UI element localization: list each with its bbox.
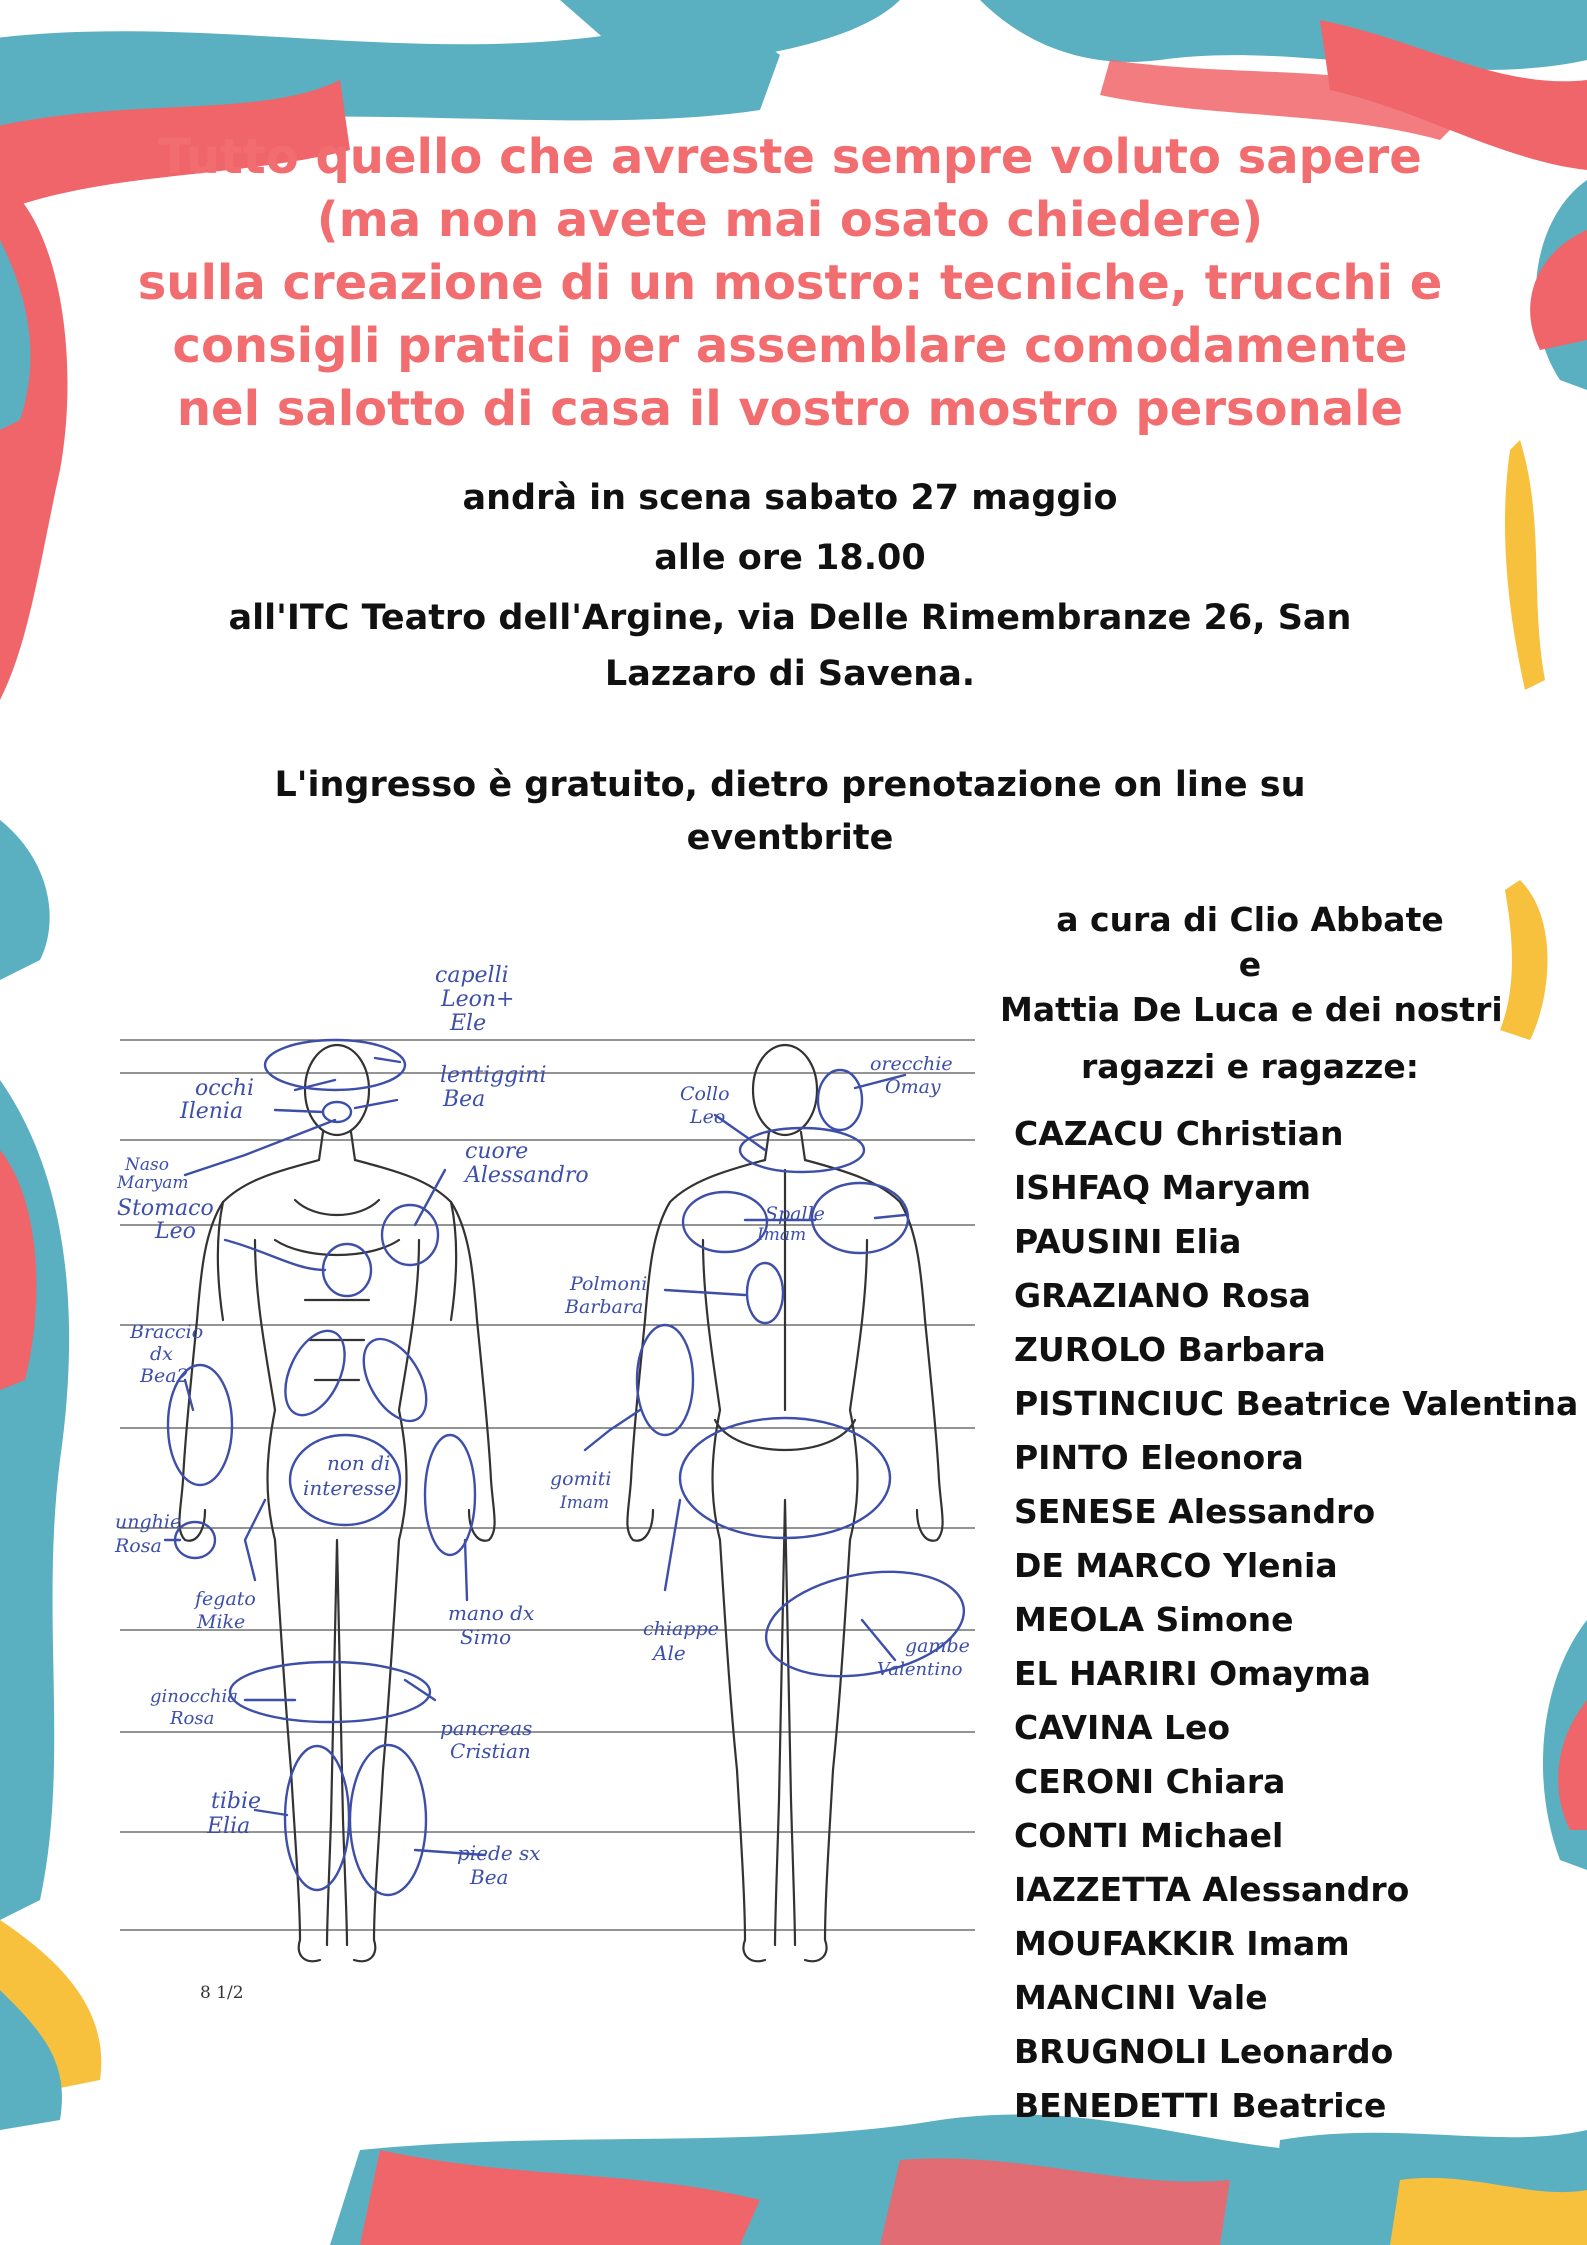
title-line: (ma non avete mai osato chiedere)	[316, 192, 1264, 248]
cast-list	[1014, 1107, 1578, 2133]
label-gambe-who: Valentino	[877, 1659, 963, 1680]
label-interesse: interesse	[303, 1476, 396, 1500]
label-lentiggini: lentiggini	[440, 1063, 547, 1088]
label-braccio: Braccio	[130, 1321, 204, 1343]
label-cuore-who: Alessandro	[465, 1163, 589, 1188]
cast-member: GRAZIANO Rosa	[1014, 1276, 1311, 1315]
title-line: sulla creazione di un mostro: tecniche, trucchi e	[137, 255, 1443, 311]
label-stomaco-who: Leo	[155, 1219, 196, 1244]
label-piede-who: Bea	[470, 1865, 509, 1889]
back-figure	[627, 1045, 942, 1961]
label-cuore: cuore	[465, 1139, 529, 1164]
label-polmoni-who: Barbara	[565, 1296, 644, 1318]
label-scale: 8 1/2	[200, 1983, 244, 2003]
label-stomaco: Stomaco	[117, 1196, 214, 1221]
cast-member: PISTINCIUC Beatrice Valentina	[1014, 1384, 1579, 1423]
label-braccio-dx: dx	[150, 1343, 173, 1365]
event-time: alle ore 18.00	[654, 538, 926, 578]
credits-line3: Mattia De Luca e dei nostri	[1000, 990, 1503, 1029]
label-polmoni: Polmoni	[570, 1273, 648, 1295]
cast-member: CERONI Chiara	[1014, 1762, 1286, 1801]
label-spalle-who: Imam	[757, 1225, 807, 1245]
label-non-di: non di	[327, 1451, 391, 1475]
label-occhi-who: Ilenia	[180, 1099, 244, 1124]
label-chiappe: chiappe	[643, 1618, 719, 1640]
label-collo: Collo	[680, 1083, 730, 1105]
label-ginocchia-who: Rosa	[170, 1708, 215, 1729]
cast-member: ISHFAQ Maryam	[1014, 1168, 1312, 1207]
credits-line4: ragazzi e ragazze:	[1081, 1047, 1419, 1086]
cast-member: CAVINA Leo	[1014, 1708, 1231, 1747]
anatomy-sketch	[105, 940, 995, 2020]
title-line: nel salotto di casa il vostro mostro personale	[176, 381, 1404, 437]
title-line: Tutto quello che avreste sempre voluto sapere	[158, 129, 1422, 185]
label-gomiti: gomiti	[550, 1468, 612, 1490]
cast-member: DE MARCO Ylenia	[1014, 1546, 1338, 1585]
label-capelli-who1: Leon+	[441, 987, 515, 1012]
event-venue-line2: Lazzaro di Savena.	[604, 654, 976, 694]
entry-info-line2: eventbrite	[686, 818, 894, 858]
title-line: consigli pratici per assemblare comodamente	[172, 318, 1408, 374]
label-fegato-who: Mike	[197, 1611, 246, 1633]
label-mano-who: Simo	[460, 1625, 512, 1649]
cast-member: BENEDETTI Beatrice	[1014, 2086, 1387, 2125]
label-unghie-who: Rosa	[115, 1535, 162, 1557]
cast-member: MANCINI Vale	[1014, 1978, 1268, 2017]
cast-member: IAZZETTA Alessandro	[1014, 1870, 1410, 1909]
sketch-labels	[114, 963, 970, 2003]
label-fegato: fegato	[195, 1588, 256, 1610]
label-mano: mano dx	[448, 1601, 535, 1625]
label-braccio-who: Bea2	[140, 1365, 189, 1387]
label-unghie: unghie	[115, 1511, 182, 1533]
label-spalle: Spalle	[765, 1203, 825, 1225]
cast-member: MOUFAKKIR Imam	[1014, 1924, 1350, 1963]
cast-member: PAUSINI Elia	[1014, 1222, 1242, 1261]
label-gomiti-who: Imam	[560, 1493, 610, 1513]
entry-info-line1: L'ingresso è gratuito, dietro prenotazione on line su	[274, 765, 1306, 805]
label-piede: piede sx	[457, 1841, 541, 1865]
label-tibie-who: Elia	[207, 1814, 251, 1839]
cast-member: CONTI Michael	[1014, 1816, 1284, 1855]
label-ginocchia: ginocchia	[150, 1686, 238, 1707]
label-chiappe-who: Ale	[653, 1641, 686, 1665]
label-collo-who: Leo	[690, 1106, 726, 1128]
page-title	[60, 126, 1520, 441]
label-capelli: capelli	[435, 963, 509, 988]
cast-member: CAZACU Christian	[1014, 1114, 1344, 1153]
label-lentiggini-who: Bea	[443, 1087, 486, 1112]
cast-member: EL HARIRI Omayma	[1014, 1654, 1371, 1693]
label-orecchie-who: Omay	[885, 1076, 941, 1098]
credits-line2: e	[1238, 945, 1262, 984]
cast-member: PINTO Eleonora	[1014, 1438, 1304, 1477]
label-pancreas: pancreas	[440, 1716, 533, 1740]
cast-member: MEOLA Simone	[1014, 1600, 1294, 1639]
label-naso: Naso	[125, 1155, 169, 1175]
label-tibie: tibie	[211, 1789, 262, 1814]
label-gambe: gambe	[905, 1635, 970, 1657]
event-date: andrà in scena sabato 27 maggio	[462, 478, 1118, 518]
label-pancreas-who: Cristian	[450, 1739, 531, 1763]
event-venue-line1: all'ITC Teatro dell'Argine, via Delle Rimembranze 26, San	[228, 598, 1352, 638]
credits-line1: a cura di Clio Abbate	[1056, 900, 1444, 939]
label-occhi: occhi	[195, 1076, 255, 1101]
label-capelli-who2: Ele	[450, 1011, 487, 1036]
cast-member: BRUGNOLI Leonardo	[1014, 2032, 1394, 2071]
label-orecchie: orecchie	[870, 1053, 953, 1075]
cast-member: SENESE Alessandro	[1014, 1492, 1376, 1531]
cast-member: ZUROLO Barbara	[1014, 1330, 1326, 1369]
label-naso-who: Maryam	[117, 1173, 189, 1193]
